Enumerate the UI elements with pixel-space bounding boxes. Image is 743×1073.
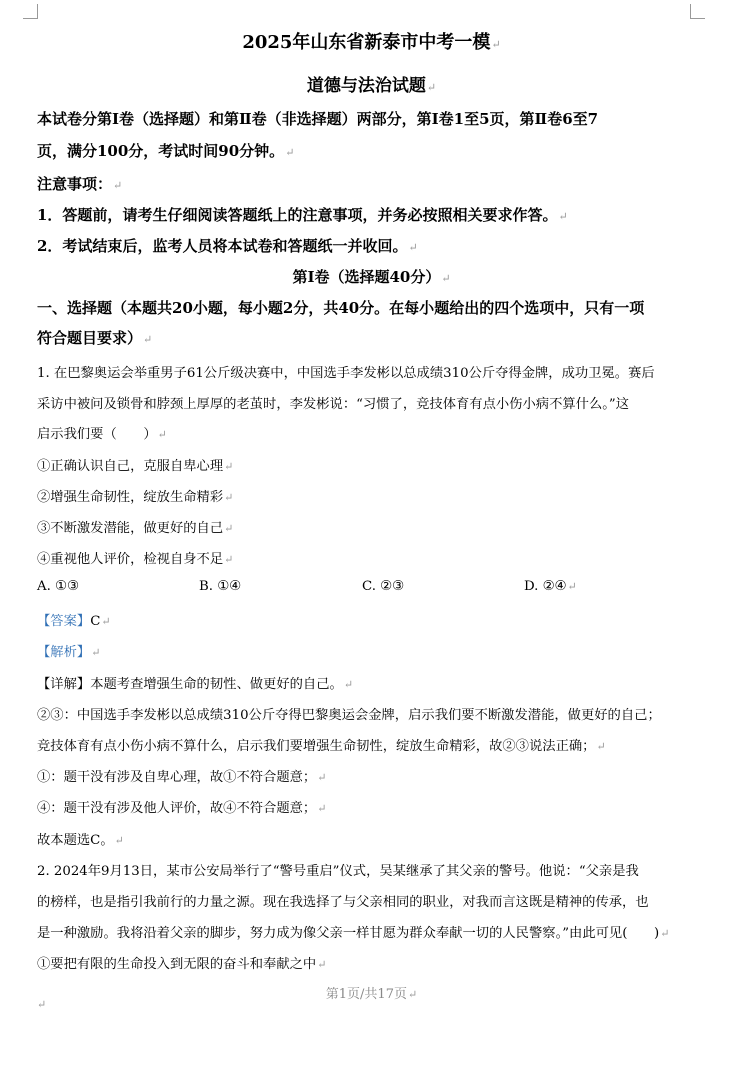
page-corner-mark [23, 4, 38, 19]
q1-explanation-1a: ②③：中国选手李发彬以总成绩310公斤夺得巴黎奥运会金牌，启示我们要不断激发潜能，做更好的自己； [37, 708, 661, 723]
q1-option-d: D. ②④↵ [524, 579, 577, 594]
intro-line-2: 页，满分100分，考试时间90分钟。↵ [37, 142, 295, 160]
q1-analysis-tag: 【解析】↵ [37, 645, 101, 660]
q1-stem-line-2: 采访中被问及锁骨和脖颈上厚厚的老茧时，李发彬说：“习惯了，竞技体育有点小伤小病不算什么。”这 [37, 397, 630, 412]
q1-option-c: C. ②③ [362, 579, 404, 594]
page-footer: 第1页/共17页↵ [325, 987, 418, 1002]
paragraph-mark: ↵ [37, 998, 47, 1011]
q1-explanation-2: ①：题干没有涉及自卑心理，故①不符合题意；↵ [37, 770, 327, 785]
exam-title: 2025年山东省新泰市中考一模↵ [242, 32, 501, 53]
q1-option-b: B. ①④ [199, 579, 242, 594]
q2-stem-line-1: 2. 2024年9月13日，某市公安局举行了“警号重启”仪式，吴某继承了其父亲的警号。他说：“父亲是我 [37, 864, 639, 879]
q1-explanation-1b: 竞技体育有点小伤小病不算什么，启示我们要增强生命韧性，绽放生命精彩，故②③说法正确；↵ [37, 739, 606, 754]
notice-item-1: 1．答题前，请考生仔细阅读答题纸上的注意事项，并务必按照相关要求作答。↵ [37, 206, 568, 224]
q1-statement-4: ④重视他人评价，检视自身不足↵ [37, 552, 234, 567]
q1-statement-1: ①正确认识自己，克服自卑心理↵ [37, 459, 234, 474]
section-instruction-2: 符合题目要求）↵ [37, 329, 153, 347]
page-corner-mark [690, 4, 705, 19]
q2-stem-line-3: 是一种激励。我将沿着父亲的脚步，努力成为像父亲一样甘愿为群众奉献一切的人民警察。”由此可见( )↵ [37, 926, 670, 941]
q1-detail: 【详解】本题考查增强生命的韧性、做更好的自己。↵ [37, 677, 354, 692]
exam-subject: 道德与法治试题↵ [306, 76, 437, 96]
q1-explanation-3: ④：题干没有涉及他人评价，故④不符合题意；↵ [37, 801, 327, 816]
q1-stem-line-1: 1. 在巴黎奥运会举重男子61公斤级决赛中，中国选手李发彬以总成绩310公斤夺得金牌，成功卫冕。赛后 [37, 366, 655, 381]
q2-stem-line-2: 的榜样，也是指引我前行的力量之源。现在我选择了与父亲相同的职业，对我而言这既是精神的传承，也 [37, 895, 649, 910]
notice-heading: 注意事项：↵ [37, 175, 123, 193]
q1-option-a: A. ①③ [37, 579, 79, 594]
q2-statement-1: ①要把有限的生命投入到无限的奋斗和奉献之中↵ [37, 957, 327, 972]
q1-stem-line-3: 启示我们要（ ）↵ [37, 427, 167, 442]
q1-statement-2: ②增强生命韧性，绽放生命精彩↵ [37, 490, 234, 505]
notice-item-2: 2．考试结束后，监考人员将本试卷和答题纸一并收回。↵ [37, 237, 418, 255]
q1-conclusion: 故本题选C。↵ [37, 833, 124, 848]
section-heading: 第Ⅰ卷（选择题40分）↵ [292, 268, 451, 286]
q1-statement-3: ③不断激发潜能，做更好的自己↵ [37, 521, 234, 536]
q1-answer: 【答案】C↵ [37, 614, 111, 629]
intro-line-1: 本试卷分第Ⅰ卷（选择题）和第Ⅱ卷（非选择题）两部分，第Ⅰ卷1至5页，第Ⅱ卷6至7 [37, 110, 599, 128]
section-instruction-1: 一、选择题（本题共20小题，每小题2分，共40分。在每小题给出的四个选项中，只有一项 [37, 299, 645, 317]
